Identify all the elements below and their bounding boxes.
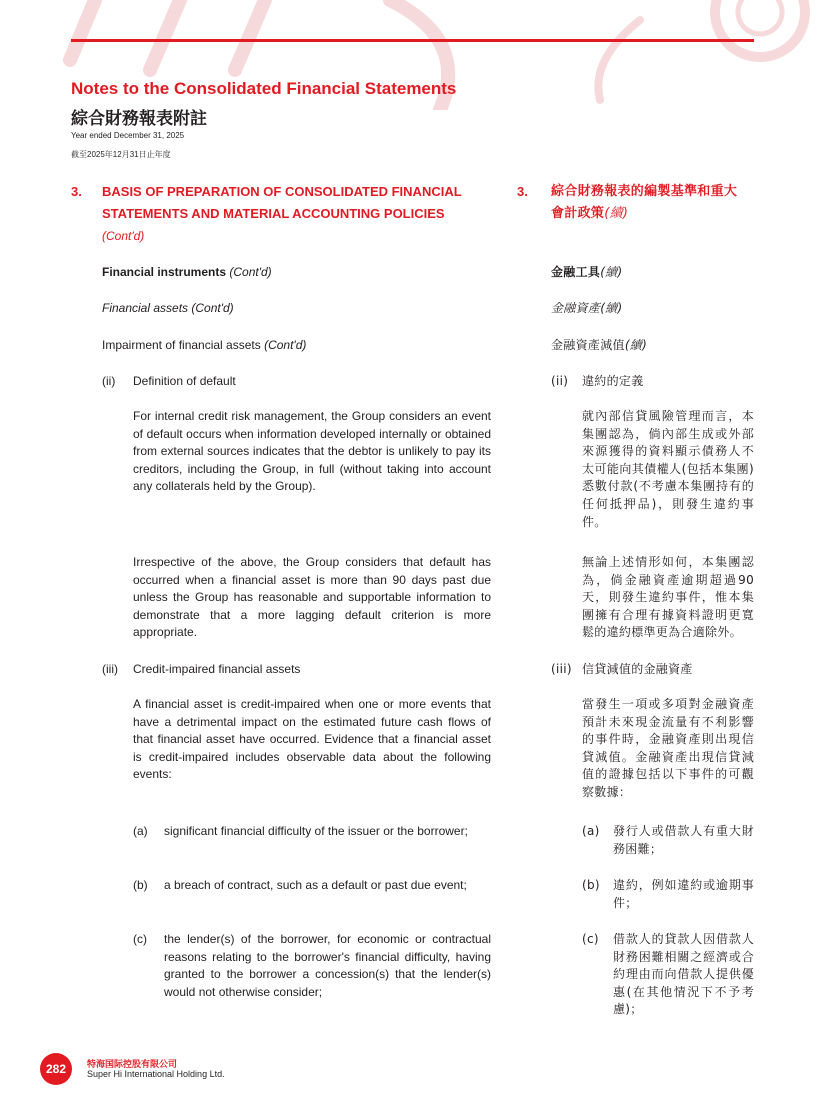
subheading-financial-instruments: Financial instruments (Cont'd) bbox=[102, 265, 272, 279]
subheading-impairment-zh: 金融資產減值(續) bbox=[551, 338, 648, 352]
list-item-b-text-zh: 違約，例如違約或逾期事件； bbox=[613, 878, 754, 910]
section-title-line1: BASIS OF PREPARATION OF CONSOLIDATED FINANCIAL bbox=[102, 184, 462, 199]
item-iii-paragraph: A financial asset is credit-impaired when one or more events that have a detrimental impact on the estimated future cash flows of that financial asset have occurred. Evidence that a financial asset is credit-impaired includes observable data about the following events: bbox=[133, 697, 491, 782]
section-number: 3. bbox=[71, 184, 82, 199]
page-number-badge: 282 bbox=[40, 1053, 72, 1085]
subheading-impairment: Impairment of financial assets (Cont'd) bbox=[102, 338, 307, 352]
item-ii-label: (ii) bbox=[102, 374, 116, 388]
item-ii-title-zh: 違約的定義 bbox=[582, 374, 644, 388]
item-iii-title: Credit-impaired financial assets bbox=[133, 662, 301, 676]
section-title-line2: STATEMENTS AND MATERIAL ACCOUNTING POLICIES bbox=[102, 206, 445, 221]
section-title-zh-line2: 會計政策(續) bbox=[551, 206, 629, 221]
company-name-zh: 特海国际控股有限公司 bbox=[87, 1060, 178, 1070]
item-ii-paragraph-2: Irrespective of the above, the Group considers that default has occurred when a financial asset is more than 90 days past due unless the Group has reasonable and supportable information to demonstrate that a more lagging default criterion is more appropriate. bbox=[133, 555, 491, 640]
list-item-a-label-zh: (a) bbox=[582, 824, 600, 838]
item-ii-label-zh: (ii) bbox=[551, 374, 569, 388]
item-ii-title: Definition of default bbox=[133, 374, 236, 388]
company-name: Super Hi International Holding Ltd. bbox=[87, 1069, 225, 1079]
item-ii-paragraph-1-zh: 就內部信貸風險管理而言，本集團認為，倘內部生成或外部來源獲得的資料顯示債務人不太可能向其債權人(包括本集團)悉數付款(不考慮本集團持有的任何抵押品)，則發生違約事件。 bbox=[582, 409, 754, 529]
list-item-c-text-zh: 借款人的貸款人因借款人財務困難相關之經濟或合約理由而向借款人提供優惠(在其他情況下不予考慮)； bbox=[613, 932, 754, 1017]
list-item-c-label-zh: (c) bbox=[582, 932, 599, 946]
item-ii-paragraph-2-zh: 無論上述情形如何，本集團認為，倘金融資產逾期超過90天，則發生違約事件，惟本集團擁有合理有據資料證明更寬鬆的違約標準更為合適除外。 bbox=[582, 555, 754, 640]
list-item-c-text: the lender(s) of the borrower, for economic or contractual reasons relating to the borrower's financial difficulty, having granted to the borrower a concession(s) that the lender(s) would not otherwise consider; bbox=[164, 932, 491, 999]
page-title-zh: 綜合財務報表附註 bbox=[71, 109, 207, 128]
header-rule bbox=[71, 39, 754, 42]
period-label-zh: 截至2025年12月31日止年度 bbox=[71, 150, 171, 159]
list-item-b-label: (b) bbox=[133, 878, 148, 892]
period-label: Year ended December 31, 2025 bbox=[71, 131, 185, 140]
subheading-financial-assets: Financial assets (Cont'd) bbox=[102, 301, 234, 315]
item-ii-paragraph-1: For internal credit risk management, the Group considers an event of default occurs when information developed internally or obtained from external sources indicates that the debtor is unlikely to pay its creditors, including the Group, in full (without taking into account any collaterals held by the Group). bbox=[133, 409, 491, 494]
list-item-a-text: significant financial difficulty of the issuer or the borrower; bbox=[164, 824, 468, 838]
subheading-financial-instruments-zh: 金融工具(續) bbox=[551, 265, 623, 279]
item-iii-paragraph-zh: 當發生一項或多項對金融資產預計未來現金流量有不利影響的事件時，金融資產則出現信貸減值。金融資產出現信貸減值的證據包括以下事件的可觀察數據： bbox=[582, 697, 754, 799]
item-iii-label-zh: (iii) bbox=[551, 662, 572, 676]
subheading-financial-assets-zh: 金融資產(續) bbox=[551, 301, 623, 315]
page-title: Notes to the Consolidated Financial Statements bbox=[71, 79, 457, 98]
list-item-b-text: a breach of contract, such as a default or past due event; bbox=[164, 878, 467, 892]
section-contd: (Cont'd) bbox=[102, 229, 145, 243]
list-item-a-label: (a) bbox=[133, 824, 148, 838]
section-number-zh: 3. bbox=[517, 184, 528, 199]
section-title-zh-line1: 綜合財務報表的編製基準和重大 bbox=[551, 184, 738, 199]
item-iii-title-zh: 信貸減值的金融資產 bbox=[582, 662, 693, 676]
item-iii-label: (iii) bbox=[102, 662, 118, 676]
list-item-a-text-zh: 發行人或借款人有重大財務困難； bbox=[613, 824, 754, 856]
list-item-b-label-zh: (b) bbox=[582, 878, 600, 892]
list-item-c-label: (c) bbox=[133, 932, 147, 946]
